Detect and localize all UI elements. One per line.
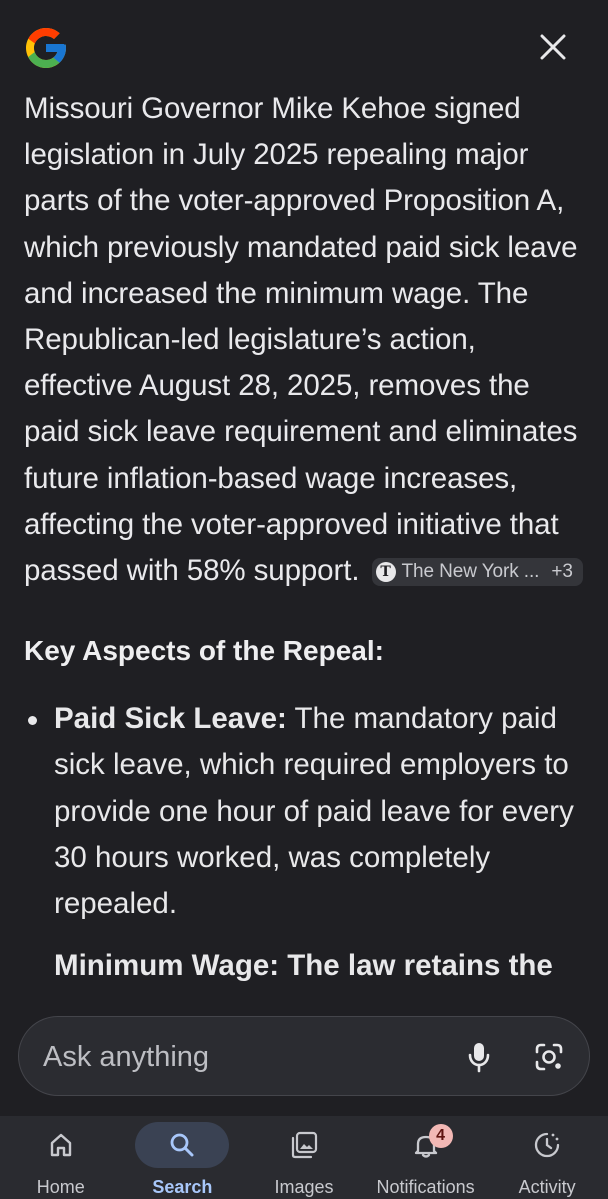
list-item xyxy=(24,696,584,927)
close-icon xyxy=(540,34,566,60)
nav-item-activity[interactable] xyxy=(486,1116,608,1199)
search-icon xyxy=(168,1131,196,1159)
lens-button[interactable] xyxy=(531,1039,567,1075)
answer-paragraph xyxy=(24,86,584,594)
aspect-title: Paid Sick Leave: xyxy=(54,702,287,736)
google-lens-icon xyxy=(533,1041,565,1073)
nav-icon-container xyxy=(500,1122,594,1168)
source-chip-label: The New York ... xyxy=(401,561,540,583)
search-input[interactable] xyxy=(41,1031,445,1083)
notification-badge: 4 xyxy=(429,1124,453,1148)
nav-icon-container xyxy=(257,1122,351,1168)
ai-answer-content xyxy=(24,86,584,1019)
nav-label: Home xyxy=(36,1177,85,1197)
nav-item-images[interactable] xyxy=(243,1116,365,1199)
answer-text: Missouri Governor Mike Kehoe signed legislation in July 2025 repealing major parts of the voter-approved Proposition A, which previously mandated paid sick leave and increased the minimum wage. The Republican-led legislature’s action, effective August 28, 2025, removes the paid sick leave requirement and eliminates future inflation-based wage increases, affecting the voter-approved initiative that passed with 58% support. xyxy=(24,92,578,588)
nav-label: Search xyxy=(152,1177,213,1197)
nav-label: Images xyxy=(274,1177,334,1197)
nav-label: Notifications xyxy=(376,1177,475,1197)
nav-icon-container xyxy=(14,1122,108,1168)
microphone-icon xyxy=(467,1041,491,1073)
close-button[interactable] xyxy=(536,30,570,64)
search-bar xyxy=(18,1016,590,1096)
nav-item-home[interactable] xyxy=(0,1116,122,1199)
aspect-text: The mandatory paid sick leave, which required employers to provide one hour of paid leave for every 30 hours worked, was completely repealed. xyxy=(54,702,574,921)
voice-search-button[interactable] xyxy=(461,1039,497,1075)
header xyxy=(0,0,608,92)
google-g-logo[interactable] xyxy=(22,24,70,72)
aspects-list xyxy=(24,696,584,927)
images-icon xyxy=(289,1130,319,1160)
bottom-navigation xyxy=(0,1116,608,1199)
source-chip[interactable] xyxy=(372,558,583,586)
nav-item-search[interactable] xyxy=(122,1116,244,1199)
partial-list-item: Minimum Wage: The law retains the xyxy=(54,949,553,983)
nav-icon-container xyxy=(379,1122,473,1168)
nav-icon-container xyxy=(135,1122,229,1168)
nyt-logo-icon: T xyxy=(376,562,396,582)
home-icon xyxy=(47,1131,75,1159)
nav-item-notifications[interactable] xyxy=(365,1116,487,1199)
section-heading: Key Aspects of the Repeal: xyxy=(24,635,384,667)
nav-label: Activity xyxy=(518,1177,576,1197)
source-chip-more: +3 xyxy=(551,561,573,583)
activity-icon xyxy=(532,1130,562,1160)
